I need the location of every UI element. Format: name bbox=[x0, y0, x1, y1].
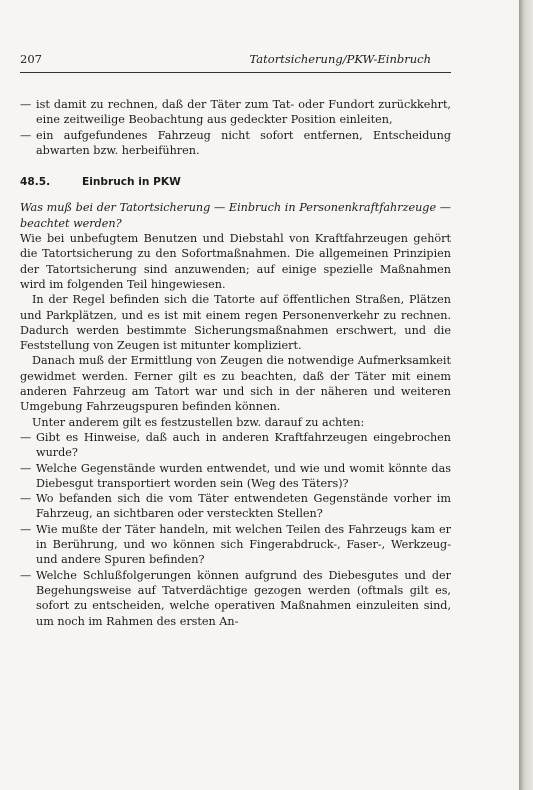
paragraph: In der Regel befinden sich die Tatorte auf öffentlichen Straßen, Plätzen und Parkplätzen, und es ist mit einem regen Personenverkehr zu rechnen. Dadurch werden bestimmte Sicherungsmaßnahmen erschwert, und die Feststellung von Zeugen ist mitunter kompliziert. bbox=[20, 293, 451, 353]
section-title: Einbruch in PKW bbox=[82, 176, 181, 189]
page-edge bbox=[519, 0, 533, 790]
list-item: — Welche Gegenstände wurden entwendet, und wie und womit könnte das Diebesgut transportiert worden sein (Weg des Täters)? bbox=[20, 461, 451, 490]
list-item: — ein aufgefundenes Fahrzeug nicht sofort entfernen, Entscheidung abwarten bzw. herbeiführen. bbox=[20, 128, 451, 157]
section-number: 48.5. bbox=[20, 176, 51, 189]
list-item: — Welche Schlußfolgerungen können aufgrund des Diebesgutes und der Begehungsweise auf Tatverdächtige gezogen werden (oftmals gilt es, sofort zu entscheiden, welche operativen Maßnahmen einzuleiten sind, um noch im Rahmen des ersten An- bbox=[20, 568, 451, 628]
list-item: — Wie mußte der Täter handeln, mit welchen Teilen des Fahrzeugs kam er in Berührung, und wo können sich Fingerabdruck-, Faser-, Werkzeug- und andere Spuren befinden? bbox=[20, 522, 451, 567]
paragraph: Unter anderem gilt es festzustellen bzw. darauf zu achten: bbox=[32, 415, 365, 429]
paragraph: Wie bei unbefugtem Benutzen und Diebstahl von Kraftfahrzeugen gehört die Tatortsicherung zu den Sofortmaßnahmen. Die allgemeinen Prinzipien der Tatortsicherung sind anzuwenden; auf einige spezielle Maßnahmen wird im folgenden Teil hingewiesen. bbox=[20, 232, 451, 291]
running-title: Tatortsicherung/PKW-Einbruch bbox=[249, 52, 431, 66]
section-question: Was muß bei der Tatortsicherung — Einbruch in Personenkraftfahrzeuge — beachtet werden? bbox=[20, 201, 451, 230]
list-item: — Gibt es Hinweise, daß auch in anderen Kraftfahrzeugen eingebrochen wurde? bbox=[20, 430, 451, 460]
paragraph: Danach muß der Ermittlung von Zeugen die notwendige Aufmerksamkeit gewidmet werden. Ferner gilt es zu beachten, daß der Täter mit einem anderen Fahrzeug am Tatort war und sich in der näheren und weiteren Umgebung Fahrzeugspuren befinden können. bbox=[20, 354, 451, 414]
dash: — bbox=[20, 430, 32, 444]
page-body bbox=[20, 97, 451, 629]
dash: — bbox=[20, 492, 32, 506]
page-header bbox=[20, 52, 431, 70]
dash: — bbox=[20, 128, 32, 142]
dash: — bbox=[20, 461, 32, 475]
dash: — bbox=[20, 98, 32, 111]
list-item: — ist damit zu rechnen, daß der Täter zum Tat- oder Fundort zurückkehrt, eine zeitweilige Beobachtung aus gedeckter Position einleiten, bbox=[20, 98, 451, 127]
page-number: 207 bbox=[20, 52, 42, 66]
section-heading bbox=[20, 175, 451, 190]
list-item: — Wo befanden sich die vom Täter entwendeten Gegenstände vorher im Fahrzeug, an sichtbaren oder versteckten Stellen? bbox=[20, 492, 451, 521]
dash: — bbox=[20, 568, 32, 582]
header-rule bbox=[20, 72, 451, 73]
dash: — bbox=[20, 522, 32, 536]
